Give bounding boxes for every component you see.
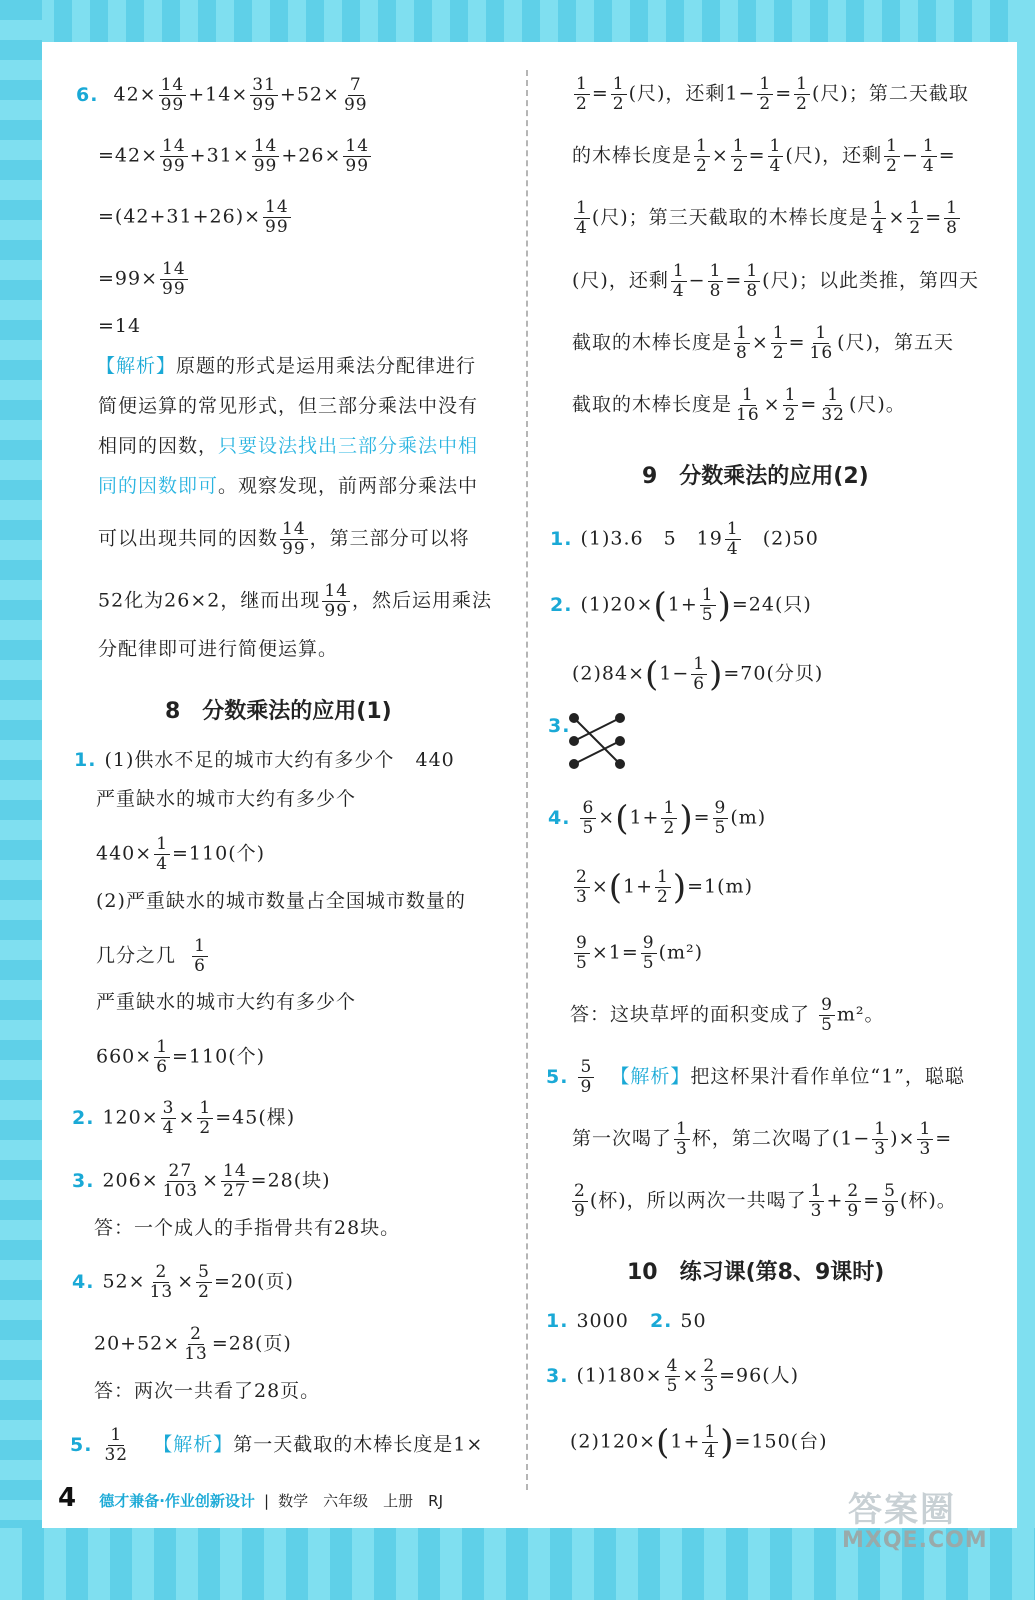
r-line1: $\frac{1}{2}$ = $\frac{1}{2}$ (尺)，还剩1− $\frac{1}{2}$ = $\frac{1}{2}$ (尺)；第二天截取 [576,74,969,114]
match-dot [570,760,578,768]
watermark-url: MXQE.COM [842,1528,988,1553]
s8-q1-line5: 几分之几 $\frac{1}{6}$ [96,936,206,976]
q6-line1: 6. 42× $\frac{14}{99}$ +14× $\frac{31}{99}$ +52× $\frac{7}{99}$ [76,75,368,115]
s10-q3-line1: 3. (1)180× $\frac{4}{5}$ × $\frac{2}{3}$ =96(人) [546,1356,800,1396]
match-dot [570,714,578,722]
s9-q2-line2: (2)84×(1− $\frac{1}{6}$ )=70(分贝) [572,654,824,695]
s8-q4-line1: 4. 52× $\frac{2}{13}$ × $\frac{5}{2}$ =20(页) [72,1262,294,1302]
s8-q3: 3. 206× $\frac{27}{103}$ × $\frac{14}{27}$ =28(块) [72,1161,331,1201]
page-frame-left [0,0,42,1600]
page-number: 4 [58,1483,77,1513]
section-9-title: 9 分数乘法的应用(2) [642,464,869,489]
q6-number: 6. [76,83,99,106]
r-line6: 截取的木棒长度是 $\frac{1}{16}$ × $\frac{1}{2}$ = $\frac{1}{32}$ (尺)。 [572,385,906,425]
s9-q2-line1: 2. (1)20×(1+ $\frac{1}{5}$ )=24(只) [550,585,812,626]
footer-separator: | [263,1492,270,1510]
q6-analysis-line5: 可以出现共同的因数 $\frac{14}{99}$ ，第三部分可以将 [98,519,470,559]
page-footer [58,1483,443,1513]
matching-lines-diagram [568,712,628,772]
s9-q1: 1. (1)3.6 5 19 $\frac{1}{4}$ (2)50 [550,519,819,559]
q6-analysis-line7: 分配律即可进行简便运算。 [98,638,339,660]
match-dot [570,737,578,745]
s8-q4-answer: 答：两次一共看了28页。 [94,1380,321,1402]
s10-q3-line2: (2)120×(1+ $\frac{1}{4}$ )=150(台) [570,1422,828,1463]
s8-q1-line6: 严重缺水的城市大约有多少个 [96,991,357,1013]
s9-q4-line1: 4. $\frac{6}{5}$ ×(1+ $\frac{1}{2}$ )= $\frac{9}{5}$ (m) [548,798,767,839]
s9-q4-line2: $\frac{2}{3}$ ×(1+ $\frac{1}{2}$ )=1(m) [576,867,753,908]
column-divider [526,70,528,1490]
r-line3: $\frac{1}{4}$ (尺)；第三天截取的木棒长度是 $\frac{1}{4}$ × $\frac{1}{2}$ = $\frac{1}{8}$ [576,198,958,238]
r-line2: 的木棒长度是 $\frac{1}{2}$ × $\frac{1}{2}$ = $\frac{1}{4}$ (尺)，还剩 $\frac{1}{2}$ − $\frac{1}{4}$ = [572,136,956,176]
match-dot [616,760,624,768]
r-line5: 截取的木棒长度是 $\frac{1}{8}$ × $\frac{1}{2}$ = $\frac{1}{16}$ (尺)，第五天 [572,323,954,363]
analysis-tag: 【解析】 [96,355,177,377]
s9-q5-line2: 第一次喝了 $\frac{1}{3}$ 杯，第二次喝了(1− $\frac{1}{3}$ )× $\frac{1}{3}$ = [572,1119,953,1159]
q6-line4: =99× $\frac{14}{99}$ [98,259,186,299]
s8-q4-line2: 20+52× $\frac{2}{13}$ =28(页) [94,1324,292,1364]
s8-q3-answer: 答：一个成人的手指骨共有28块。 [94,1217,401,1239]
section-8-title: 8 分数乘法的应用(1) [165,699,392,724]
q6-line2: =42× $\frac{14}{99}$ +31× $\frac{14}{99}$ +26× $\frac{14}{99}$ [98,136,370,176]
s8-q1-line4: (2)严重缺水的城市数量占全国城市数量的 [96,890,466,912]
book-brand: 德才兼备·作业创新设计 [99,1492,255,1510]
s8-q2: 2. 120× $\frac{3}{4}$ × $\frac{1}{2}$ =45(棵) [72,1098,296,1138]
s9-q4-line3: $\frac{9}{5}$ ×1= $\frac{9}{5}$ (m²) [576,933,704,973]
s8-q1-line1: 1. (1)供水不足的城市大约有多少个 440 [74,749,455,771]
page-frame-right [1017,0,1035,1600]
book-subject: 数学 六年级 上册 RJ [278,1492,443,1510]
s10-q1-q2: 1. 3000 2. 50 [546,1310,707,1332]
q6-analysis-line1: 【解析】原题的形式是运用乘法分配律进行 [96,355,477,377]
q6-analysis-line4: 同的因数即可。观察发现，前两部分乘法中 [98,475,479,497]
q6-line3: =(42+31+26)× $\frac{14}{99}$ [98,197,289,237]
s9-q4-answer: 答：这块草坪的面积变成了 $\frac{9}{5}$ m²。 [570,995,885,1035]
page-frame-top [0,0,1035,42]
watermark-logo: 答案圈 [848,1490,956,1530]
q6-analysis-line2: 简便运算的常见形式，但三部分乘法中没有 [98,395,479,417]
q6-line5: =14 [98,315,142,337]
s8-q1-line7: 660× $\frac{1}{6}$ =110(个) [96,1037,266,1077]
s8-q1-line2: 严重缺水的城市大约有多少个 [96,788,357,810]
q6-analysis-line3: 相同的因数，只要设法找出三部分乘法中相 [98,435,479,457]
section-10-title: 10 练习课(第8、9课时) [627,1260,885,1285]
r-line4: (尺)，还剩 $\frac{1}{4}$ − $\frac{1}{8}$ = $\frac{1}{8}$ (尺)；以此类推，第四天 [572,261,979,301]
s9-q5-line1: 5. $\frac{5}{9}$ 【解析】把这杯果汁看作单位“1”，聪聪 [546,1057,965,1097]
s9-q3-number: 3. [548,715,571,737]
match-dot [616,714,624,722]
q6-analysis-line6: 52化为26×2，继而出现 $\frac{14}{99}$ ，然后运用乘法 [98,581,493,621]
s9-q5-line3: $\frac{2}{9}$ (杯)，所以两次一共喝了 $\frac{1}{3}$ + $\frac{2}{9}$ = $\frac{5}{9}$ (杯)。 [574,1181,957,1221]
s8-q1-line3: 440× $\frac{1}{4}$ =110(个) [96,834,266,874]
match-dot [616,737,624,745]
s8-q5: 5. $\frac{1}{32}$ 【解析】第一天截取的木棒长度是1× [70,1425,484,1465]
